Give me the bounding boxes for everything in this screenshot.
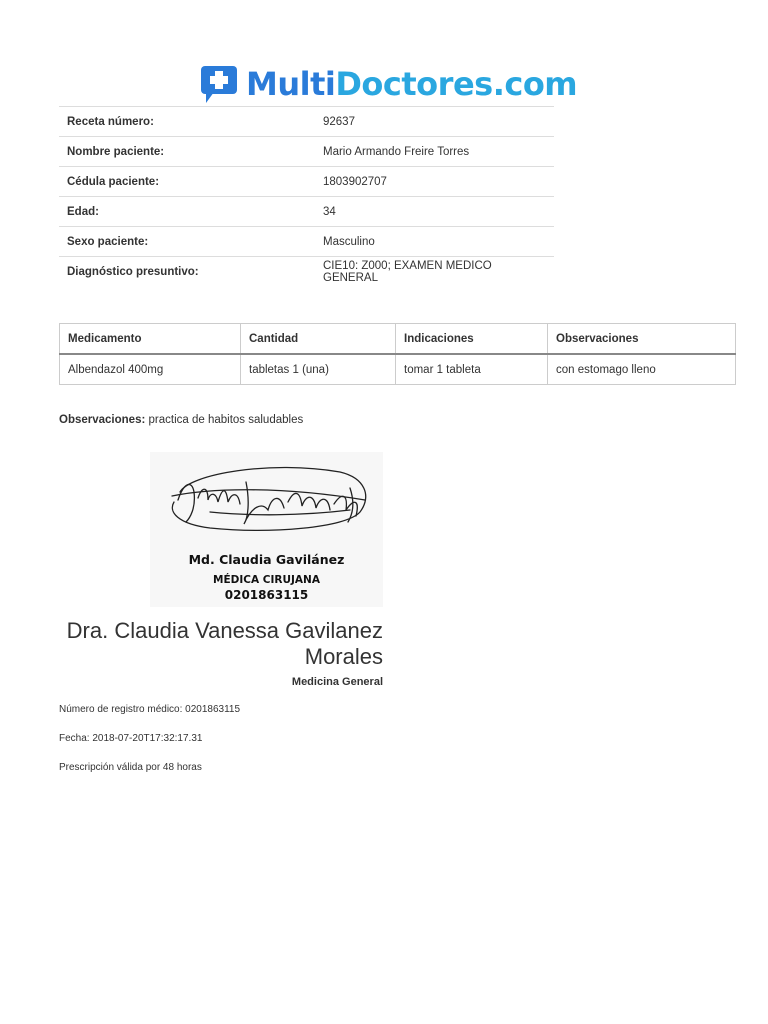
prescription-number-label: Receta número: xyxy=(59,107,315,137)
sex-value: Masculino xyxy=(315,227,554,257)
prescription-date: Fecha: 2018-07-20T17:32:17.31 xyxy=(59,733,203,744)
table-row xyxy=(59,227,554,257)
stamp-title: MÉDICA CIRUJANA xyxy=(213,574,320,586)
patient-name-value: Mario Armando Freire Torres xyxy=(315,137,554,167)
column-header-indications: Indicaciones xyxy=(396,324,548,355)
logo-doctores: Doctores.com xyxy=(335,65,578,103)
table-header-row xyxy=(60,324,736,355)
table-row xyxy=(59,107,554,137)
logo-multi: Multi xyxy=(246,65,336,103)
sex-label: Sexo paciente: xyxy=(59,227,315,257)
doctor-specialty: Medicina General xyxy=(291,676,383,688)
table-row xyxy=(59,137,554,167)
diagnosis-value: CIE10: Z000; EXAMEN MEDICO GENERAL xyxy=(315,257,554,287)
table-row xyxy=(60,354,736,385)
patient-name-label: Nombre paciente: xyxy=(59,137,315,167)
stamp-doctor-name: Md. Claudia Gavilánez xyxy=(188,552,345,567)
column-header-quantity: Cantidad xyxy=(241,324,396,355)
table-row xyxy=(59,197,554,227)
medication-cell: Albendazol 400mg xyxy=(60,354,241,385)
age-label: Edad: xyxy=(59,197,315,227)
observations-cell: con estomago lleno xyxy=(548,354,736,385)
prescription-validity: Prescripción válida por 48 horas xyxy=(59,762,202,773)
quantity-cell: tabletas 1 (una) xyxy=(241,354,396,385)
medications-table xyxy=(59,323,736,385)
signature-stamp-image xyxy=(150,452,383,607)
table-row xyxy=(59,167,554,197)
handwritten-signature xyxy=(150,452,383,552)
patient-info-table xyxy=(59,106,554,286)
doctor-name xyxy=(59,618,383,670)
observations-line xyxy=(59,414,303,426)
table-row xyxy=(59,257,554,287)
medical-registry: Número de registro médico: 0201863115 xyxy=(59,704,241,715)
column-header-observations: Observaciones xyxy=(548,324,736,355)
patient-id-value: 1803902707 xyxy=(315,167,554,197)
doctor-name-line2: Morales xyxy=(304,644,383,669)
column-header-medication: Medicamento xyxy=(60,324,241,355)
logo-wordmark xyxy=(246,64,577,104)
diagnosis-label: Diagnóstico presuntivo: xyxy=(59,257,315,287)
observations-text: practica de habitos saludables xyxy=(148,414,304,426)
stamp-number: 0201863115 xyxy=(224,588,309,602)
age-value: 34 xyxy=(315,197,554,227)
doctor-name-line1: Dra. Claudia Vanessa Gavilanez xyxy=(66,618,383,643)
patient-id-label: Cédula paciente: xyxy=(59,167,315,197)
prescription-number-value: 92637 xyxy=(315,107,554,137)
indications-cell: tomar 1 tableta xyxy=(396,354,548,385)
medical-cross-chat-icon xyxy=(200,62,240,106)
multidoctores-logo xyxy=(200,62,577,106)
observations-label: Observaciones: xyxy=(59,414,146,426)
